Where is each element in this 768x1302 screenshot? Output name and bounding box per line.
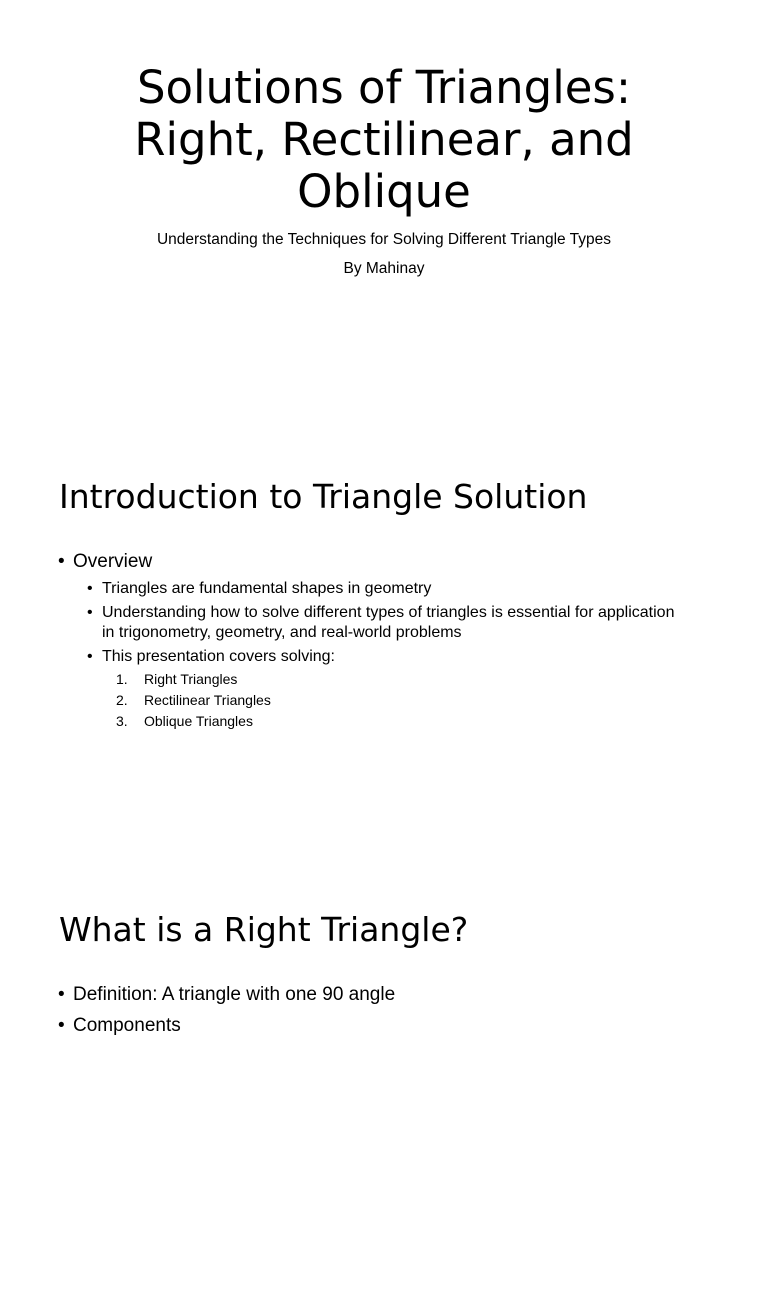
bullet-marker: • [58,984,65,1005]
presentation-title [60,62,708,218]
numbered-item [116,670,678,688]
bullet-text: Triangles are fundamental shapes in geometry [102,580,432,597]
item-text: Oblique Triangles [144,713,253,729]
intro-slide [0,434,768,868]
title-line: Solutions of Triangles: [136,61,632,114]
sub-bullet-item [87,647,678,667]
bullet-text: Overview [73,551,153,572]
bullet-marker: • [58,1015,65,1036]
bullet-marker: • [87,604,93,621]
item-number: 1. [116,671,128,687]
bullet-item [58,549,678,575]
title-line: Oblique [297,165,471,218]
sub-bullet-item [87,603,678,643]
bullet-text: Components [73,1015,181,1036]
presentation-subtitle: Understanding the Techniques for Solving Different Triangle Types [156,231,612,248]
slide-title: What is a Right Triangle? [59,910,469,949]
bullet-item [58,1013,678,1039]
slide-content [58,982,678,1039]
numbered-item [116,712,678,730]
slide-title: Introduction to Triangle Solution [59,477,588,516]
bullet-text: This presentation covers solving: [102,648,335,665]
bullet-text: Definition: A triangle with one 90 angle [73,984,396,1005]
title-slide [0,0,768,434]
item-text: Rectilinear Triangles [144,692,271,708]
bullet-text: Understanding how to solve different types of triangles is essential for application in trigonometry, geometry, and real-world problems [102,604,675,641]
right-triangle-slide [0,868,768,1302]
bullet-marker: • [58,551,65,572]
bullet-marker: • [87,648,93,665]
item-number: 2. [116,692,128,708]
item-number: 3. [116,713,128,729]
title-line: Right, Rectilinear, and [134,113,634,166]
numbered-item [116,691,678,709]
slide-content [58,549,678,730]
presentation-author: By Mahinay [343,260,425,277]
bullet-item [58,982,678,1008]
bullet-marker: • [87,580,93,597]
item-text: Right Triangles [144,671,238,687]
sub-bullet-item [87,579,678,599]
